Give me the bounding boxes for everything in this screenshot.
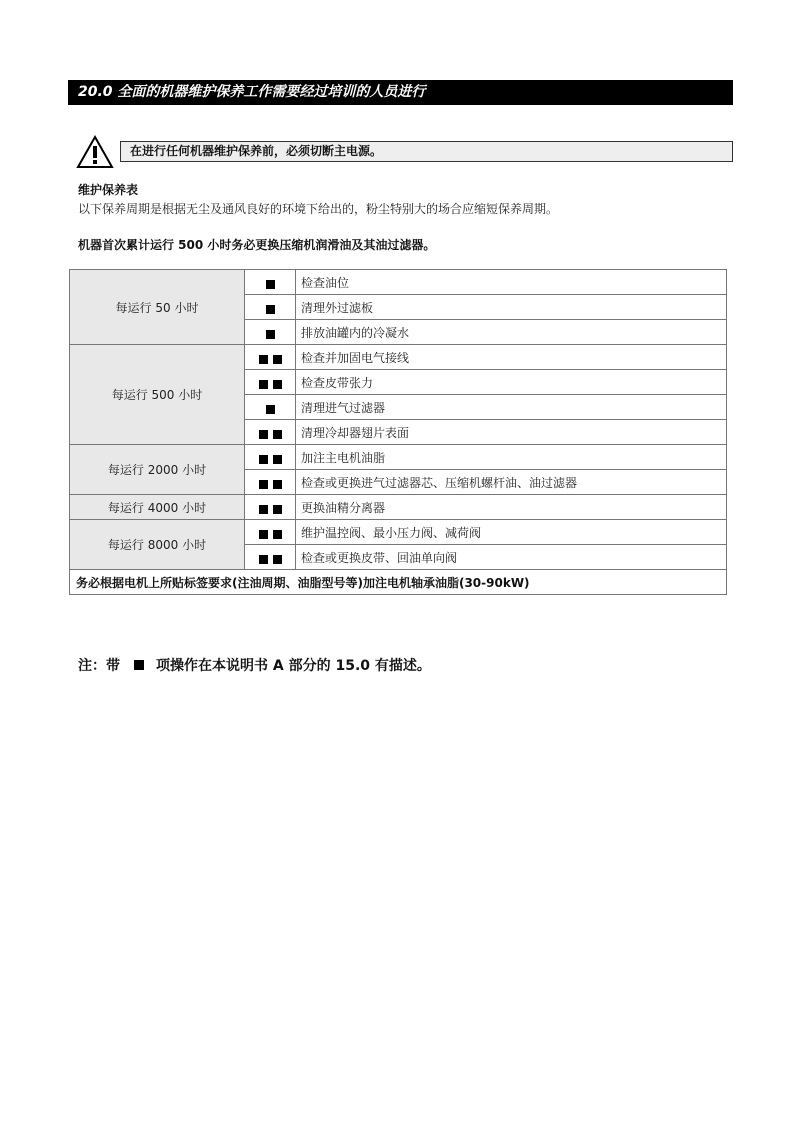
square-marker-icon	[266, 330, 275, 339]
interval-cell: 每运行 2000 小时	[70, 445, 245, 495]
square-marker-icon	[273, 555, 282, 564]
mark-cell	[245, 270, 296, 295]
mark-cell	[245, 495, 296, 520]
task-cell: 检查并加固电气接线	[296, 345, 727, 370]
task-cell: 检查皮带张力	[296, 370, 727, 395]
square-marker-icon	[273, 505, 282, 514]
mark-cell	[245, 420, 296, 445]
footnote-prefix: 注：带	[78, 658, 120, 674]
square-marker-icon	[134, 660, 144, 670]
mark-cell	[245, 370, 296, 395]
task-cell: 排放油罐内的冷凝水	[296, 320, 727, 345]
interval-cell: 每运行 500 小时	[70, 345, 245, 445]
task-cell: 检查或更换皮带、回油单向阀	[296, 545, 727, 570]
interval-cell: 每运行 50 小时	[70, 270, 245, 345]
warning-text: 在进行任何机器维护保养前，必须切断主电源。	[120, 141, 733, 162]
table-row	[70, 495, 727, 520]
task-cell: 清理外过滤板	[296, 295, 727, 320]
warning-triangle-icon	[76, 135, 114, 169]
square-marker-icon	[273, 380, 282, 389]
square-marker-icon	[259, 530, 268, 539]
interval-cell: 每运行 8000 小时	[70, 520, 245, 570]
square-marker-icon	[273, 480, 282, 489]
maintenance-table	[69, 269, 727, 595]
mark-cell	[245, 520, 296, 545]
task-cell: 更换油精分离器	[296, 495, 727, 520]
task-cell: 加注主电机油脂	[296, 445, 727, 470]
square-marker-icon	[273, 530, 282, 539]
square-marker-icon	[273, 355, 282, 364]
square-marker-icon	[259, 430, 268, 439]
mark-cell	[245, 395, 296, 420]
task-cell: 维护温控阀、最小压力阀、减荷阀	[296, 520, 727, 545]
square-marker-icon	[259, 380, 268, 389]
schedule-title: 维护保养表	[78, 183, 139, 197]
square-marker-icon	[266, 405, 275, 414]
square-marker-icon	[266, 305, 275, 314]
mark-cell	[245, 320, 296, 345]
square-marker-icon	[273, 455, 282, 464]
mark-cell	[245, 470, 296, 495]
footnote	[78, 655, 431, 675]
table-footer-row	[70, 570, 727, 595]
mark-cell	[245, 545, 296, 570]
table-footer: 务必根据电机上所贴标签要求(注油周期、油脂型号等)加注电机轴承油脂(30-90kW)	[70, 570, 727, 595]
schedule-intro: 以下保养周期是根据无尘及通风良好的环境下给出的，粉尘特别大的场合应缩短保养周期。	[78, 202, 559, 216]
mark-cell	[245, 295, 296, 320]
mark-cell	[245, 445, 296, 470]
mark-cell	[245, 345, 296, 370]
square-marker-icon	[259, 355, 268, 364]
table-row	[70, 345, 727, 370]
footnote-suffix: 项操作在本说明书 A 部分的 15.0 有描述。	[156, 658, 431, 674]
square-marker-icon	[259, 555, 268, 564]
table-row	[70, 445, 727, 470]
square-marker-icon	[273, 430, 282, 439]
table-row	[70, 270, 727, 295]
square-marker-icon	[259, 505, 268, 514]
task-cell: 检查或更换进气过滤器芯、压缩机螺杆油、油过滤器	[296, 470, 727, 495]
first-run-note: 机器首次累计运行 500 小时务必更换压缩机润滑油及其油过滤器。	[78, 238, 436, 252]
table-row	[70, 520, 727, 545]
square-marker-icon	[266, 280, 275, 289]
task-cell: 清理进气过滤器	[296, 395, 727, 420]
task-cell: 清理冷却器翅片表面	[296, 420, 727, 445]
section-title: 20.0 全面的机器维护保养工作需要经过培训的人员进行	[68, 80, 733, 105]
interval-cell: 每运行 4000 小时	[70, 495, 245, 520]
task-cell: 检查油位	[296, 270, 727, 295]
square-marker-icon	[259, 480, 268, 489]
square-marker-icon	[259, 455, 268, 464]
